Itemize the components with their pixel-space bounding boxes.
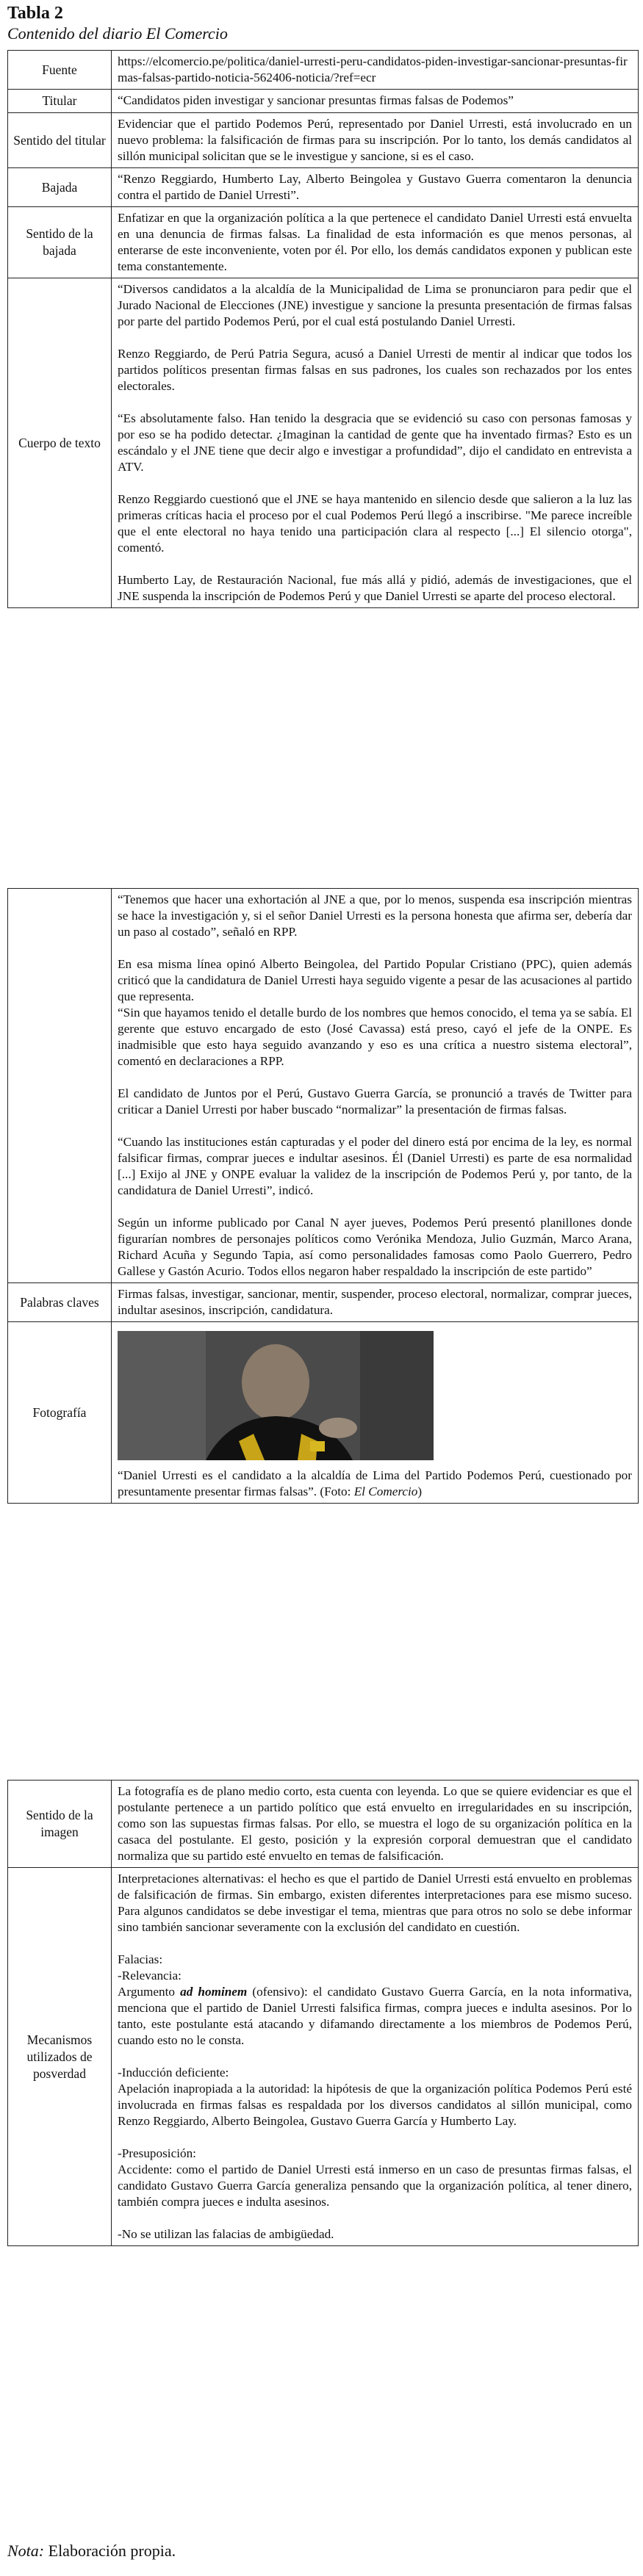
photo-caption: [118, 1468, 632, 1500]
relevance-text: [118, 1984, 632, 2049]
content-table-part-2: [7, 888, 639, 1504]
induction-title: -Inducción deficiente:: [118, 2066, 229, 2079]
row-label-cuerpo: Cuerpo de texto: [8, 278, 112, 608]
row-cuerpo: [8, 278, 639, 608]
row-bajada: [8, 168, 639, 207]
relevance-post: (ofensivo): el candidato Gustavo Guerra García, en la nota informativa, menciona que el partido de Daniel Urresti falsifica firmas, compra jueces e indulta asesinos. Por lo tanto, este postulante está atacando y difamando directamente a los miembros de Podemos Perú, cuando esto no le consta.: [118, 1985, 632, 2047]
body-paragraph: “Tenemos que hacer una exhortación al JNE a que, por lo menos, suspenda esa inscripción mientras se hace la investigación y, si el señor Daniel Urresti es la persona honesta que afirma ser, debería dar un paso al costado”, señaló en RPP.: [118, 892, 632, 939]
row-label-fuente: Fuente: [8, 51, 112, 90]
source-url[interactable]: https://elcomercio.pe/politica/daniel-urresti-peru-candidatos-piden-investigar-sancionar-presuntas-firmas-falsas-partido-noticia-562406-noticia/?ref=ecr: [112, 51, 639, 90]
body-paragraph: “Sin que hayamos tenido el detalle burdo de los nombres que hemos conocido, el tema ya se sabía. El gerente que estuvo encargado de esto (José Cavassa) está preso, cayó el jefe de la ONPE. Es inadmisible que esto haya seguido avanzando y eso es una crítica a nuestro sistema electoral”, comentó en declaraciones a RPP.: [118, 1006, 632, 1068]
photo-caption-text: “Daniel Urresti es el candidato a la alcaldía de Lima del Partido Podemos Perú, cuestionado por presuntamente presentar firmas falsas”. (Foto:: [118, 1468, 632, 1498]
body-paragraph: “Cuando las instituciones están capturadas y el poder del dinero está por encima de la ley, es normal falsificar firmas, comprar jueces e indultar asesinos. Él (Daniel Urresti) es parte de esa normalidad [...] Exijo al JNE y ONPE evaluar la validez de la inscripción de Podemos Perú y, por tanto, de la candidatura de Daniel Urresti”, indicó.: [118, 1135, 632, 1197]
row-palabras: [8, 1283, 639, 1322]
alternative-interpretations: Interpretaciones alternativas: el hecho es que el partido de Daniel Urresti está envuelto en problemas de falsificación de firmas. Sin embargo, existen diferentes interpretaciones para ese mismo suceso. Para algunos candidatos se debe investigar el tema, mientras que para otros no solo se debe informar sino también sancionar severamente con la exclusión del candidato en cuestión.: [118, 1872, 632, 1934]
body-paragraph: “Es absolutamente falso. Han tenido la desgracia que se evidenció su caso con personas famosas y por eso se ha podido detectar. ¿Imaginan la cantidad de gente que ha inventado firmas? Esto es un escándalo y el JNE tiene que decir algo e investigar a profundidad”, dijo el candidato en entrevista a ATV.: [118, 411, 632, 474]
table-note: [7, 2541, 176, 2561]
row-mecanismos: [8, 1868, 639, 2246]
relevance-term: ad hominem: [180, 1985, 248, 1999]
mechanisms-text: [112, 1868, 639, 2246]
presupposition-title: -Presuposición:: [118, 2146, 196, 2160]
row-sentido-titular: [8, 113, 639, 168]
body-paragraph: En esa misma línea opinó Alberto Beingolea, del Partido Popular Cristiano (PPC), quien además criticó que la candidatura de Daniel Urresti haya seguido vigente a pesar de las acusaciones al partido que representa.: [118, 957, 632, 1003]
body-paragraph: Renzo Reggiardo cuestionó que el JNE se haya mantenido en silencio desde que salieron a la luz las primeras críticas hacia el proceso por el cual Podemos Perú llegó a inscribirse. "Me parece increíble que el ente electoral no haya tenido una participación clara al respecto [...] El silencio otorga", comentó.: [118, 492, 632, 555]
relevance-pre: Argumento: [118, 1985, 181, 1999]
row-fotografia: [8, 1322, 639, 1504]
photo-caption-source: El Comercio: [353, 1484, 418, 1498]
subheadline-text: “Renzo Reggiardo, Humberto Lay, Alberto Beingolea y Gustavo Guerra comentaron la denuncia contra el partido de Daniel Urresti”.: [112, 168, 639, 207]
row-label-titular: Titular: [8, 90, 112, 113]
relevance-title: -Relevancia:: [118, 1969, 182, 1982]
content-table-part-1: [7, 50, 639, 608]
body-paragraph: Humberto Lay, de Restauración Nacional, fue más allá y pidió, además de investigaciones, que el JNE suspenda la inscripción de Podemos Perú y que Daniel Urresti se aparte del proceso electoral.: [118, 573, 632, 603]
row-cuerpo-continued: [8, 889, 639, 1283]
body-text-part-2: [112, 889, 639, 1283]
row-label-palabras: Palabras claves: [8, 1283, 112, 1322]
row-fuente: [8, 51, 639, 90]
row-titular: [8, 90, 639, 113]
row-label-fotografia: Fotografía: [8, 1322, 112, 1504]
keywords-text: Firmas falsas, investigar, sancionar, mentir, suspender, proceso electoral, normalizar, comprar jueces, indultar asesinos, inscripción, candidatura.: [112, 1283, 639, 1322]
induction-text: Apelación inapropiada a la autoridad: la hipótesis de que la organización política Podemos Perú esté involucrada en firmas falsas es respaldada por los diversos candidatos al sillón municipal, como Renzo Reggiardo, Alberto Beingolea, Gustavo Guerra García y Humberto Lay.: [118, 2082, 632, 2128]
headline-meaning-text: Evidenciar que el partido Podemos Perú, representado por Daniel Urresti, está involucrado en un nuevo problema: la falsificación de firmas para su inscripción. Por lo tanto, los demás candidatos al sillón municipal solicitan que se le investigue y sancione, si es el caso.: [112, 113, 639, 168]
photo-caption-end: ): [417, 1484, 423, 1498]
row-sentido-bajada: [8, 207, 639, 278]
table-title: Contenido del diario El Comercio: [7, 24, 228, 43]
image-meaning-text: La fotografía es de plano medio corto, esta cuenta con leyenda. Lo que se quiere evidenciar es que el postulante pertenece a un partido político que está envuelto en irregularidades en su inscripción, como son las supuestas firmas falsas. Por ello, se muestra el logo de su organización política en la casaca del postulante. El gesto, posición y la expresión corporal demuestran que el candidato normaliza que su partido esté envuelto en temas de falsificación.: [112, 1781, 639, 1868]
body-paragraph: Renzo Reggiardo, de Perú Patria Segura, acusó a Daniel Urresti de mentir al indicar que todos los partidos políticos presentan firmas falsas en sus padrones, los cuales son rechazados por los entes electorales.: [118, 347, 632, 393]
table-label: Tabla 2: [7, 4, 63, 23]
fallacies-title: Falacias:: [118, 1952, 163, 1966]
photo-cell: [112, 1322, 639, 1504]
content-table-part-3: [7, 1780, 639, 2246]
row-label-sentido-bajada: Sentido de la bajada: [8, 207, 112, 278]
body-paragraph: Según un informe publicado por Canal N ayer jueves, Podemos Perú presentó planillones donde figurarían nombres de personajes políticos como Verónika Mendoza, Julio Guzmán, Marco Arana, Richard Acuña y Segundo Tapia, así como personalidades famosas como Paolo Guerrero, Pedro Gallese y Gastón Acurio. Todos ellos negaron haber respaldado la inscripción de este partido”: [118, 1216, 632, 1278]
row-label-sentido-titular: Sentido del titular: [8, 113, 112, 168]
body-paragraph: El candidato de Juntos por el Perú, Gustavo Guerra García, se pronunció a través de Twitter para criticar a Daniel Urresti por haber buscado “normalizar” la presentación de firmas falsas.: [118, 1086, 632, 1116]
row-label-empty: [8, 889, 112, 1283]
photo-illustration: [118, 1331, 434, 1460]
note-text: Elaboración propia.: [44, 2541, 176, 2560]
candidate-photo: [118, 1331, 434, 1460]
row-sentido-imagen: [8, 1781, 639, 1868]
row-label-sentido-imagen: Sentido de la imagen: [8, 1781, 112, 1868]
row-label-bajada: Bajada: [8, 168, 112, 207]
note-label: Nota:: [7, 2541, 45, 2560]
presupposition-text: Accidente: como el partido de Daniel Urresti está inmerso en un caso de presuntas firmas falsas, el candidato Gustavo Guerra García generaliza pensando que la organización política, al tener dinero, también compra jueces e indulta asesinos.: [118, 2162, 632, 2209]
table-caption: [7, 3, 636, 44]
body-paragraph: “Diversos candidatos a la alcaldía de la Municipalidad de Lima se pronunciaron para pedir que el Jurado Nacional de Elecciones (JNE) investigue y sancione la presunta presentación de firmas falsas por parte del partido Podemos Perú, por el cual está postulando Daniel Urresti.: [118, 282, 632, 328]
headline-text: “Candidatos piden investigar y sancionar presuntas firmas falsas de Podemos”: [112, 90, 639, 113]
body-text-part-1: [112, 278, 639, 608]
ambiguity-text: -No se utilizan las falacias de ambigüedad.: [118, 2227, 334, 2241]
row-label-mecanismos: Mecanismos utilizados de posverdad: [8, 1868, 112, 2246]
subheadline-meaning-text: Enfatizar en que la organización política a la que pertenece el candidato Daniel Urresti está envuelta en una denuncia de firmas falsas. La finalidad de esta información es que menos personas, al enterarse de este inconveniente, voten por él. Por ello, los demás candidatos exponen y publican este tema constantemente.: [112, 207, 639, 278]
